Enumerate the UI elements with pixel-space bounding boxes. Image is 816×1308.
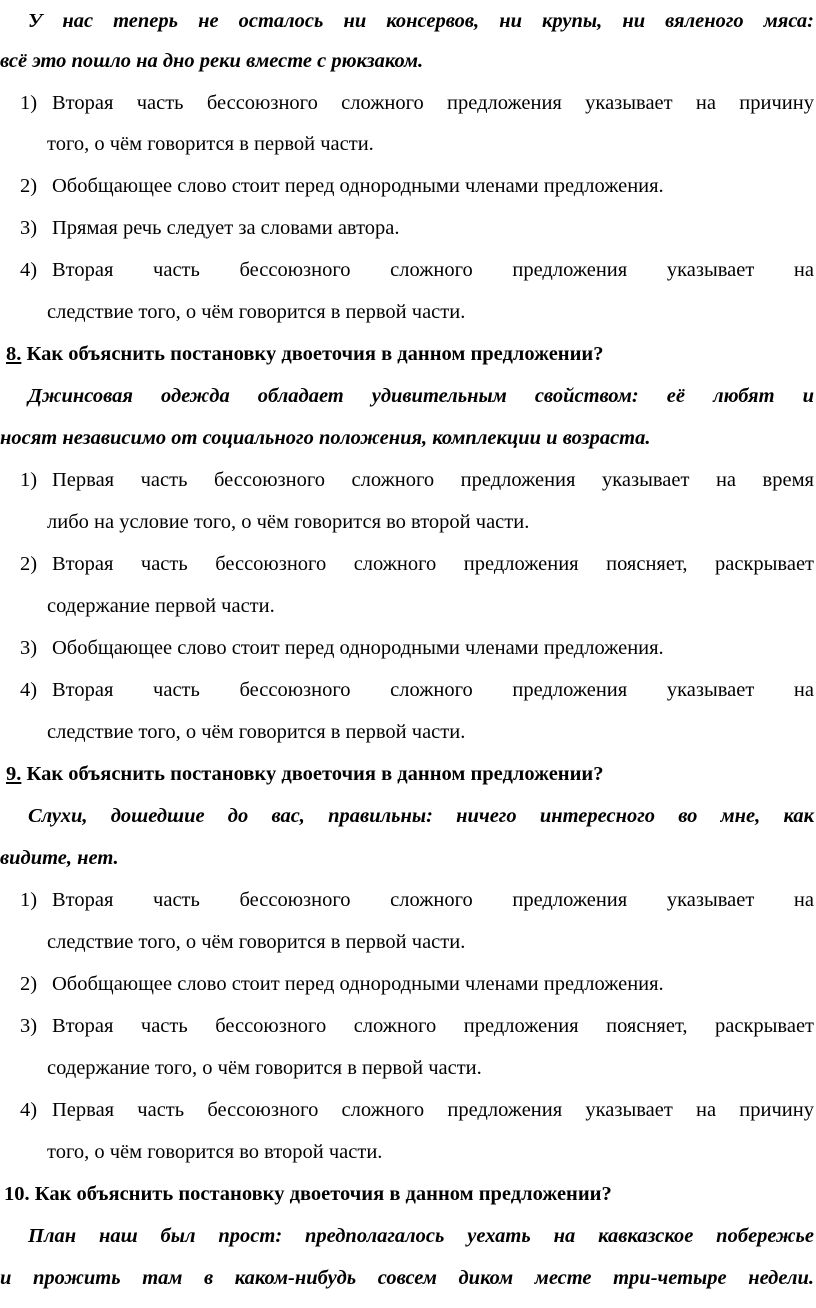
q8-option-4: [0, 675, 816, 705]
question-number: 9.: [6, 763, 22, 785]
option-text: Вторая часть бессоюзного сложного предложения поясняет, раскрывает: [52, 1015, 814, 1037]
q9-option-2: [0, 969, 816, 999]
intro-option-4: [0, 255, 816, 285]
option-text: Прямая речь следует за словами автора.: [52, 217, 400, 239]
option-text: Вторая часть бессоюзного сложного предложения указывает на: [52, 889, 814, 911]
q9-option-3-cont: [0, 1053, 816, 1083]
q8-option-2: [0, 549, 816, 579]
question-text: Как объяснить постановку двоеточия в данном предложении?: [26, 763, 604, 785]
question-8-heading: [0, 339, 816, 369]
intro-option-3: [0, 213, 816, 243]
option-text-cont: того, о чём говорится во второй части.: [47, 1141, 383, 1163]
option-text-cont: содержание первой части.: [47, 595, 275, 617]
option-text: Первая часть бессоюзного сложного предложения указывает на время: [52, 469, 814, 491]
q9-option-1: [0, 885, 816, 915]
option-number: 4): [20, 679, 38, 701]
option-text-cont: следствие того, о чём говорится в первой части.: [47, 301, 466, 323]
option-number: 3): [20, 217, 38, 239]
intro-sentence-line-1: У нас теперь не осталось ни консервов, ни крупы, ни вяленого мяса:: [28, 10, 814, 32]
q9-option-1-cont: [0, 927, 816, 957]
q10-sentence-line-1: План наш был прост: предполагалось уехать на кавказское побережье: [28, 1225, 814, 1247]
q10-sentence-line-2: и прожить там в каком-нибудь совсем диком месте три-четыре недели.: [0, 1267, 814, 1289]
q9-sentence-line-2: видите, нет.: [0, 847, 119, 869]
question-text: Как объяснить постановку двоеточия в данном предложении?: [34, 1183, 612, 1205]
intro-option-4-cont: [0, 297, 816, 327]
option-number: 4): [20, 259, 38, 281]
option-text: Обобщающее слово стоит перед однородными членами предложения.: [52, 637, 664, 659]
question-9-heading: [0, 759, 816, 789]
q8-option-2-cont: [0, 591, 816, 621]
option-text: Обобщающее слово стоит перед однородными членами предложения.: [52, 973, 664, 995]
q8-option-3: [0, 633, 816, 663]
option-text-cont: либо на условие того, о чём говорится во второй части.: [47, 511, 530, 533]
q9-sentence-line-1: Слухи, дошедшие до вас, правильны: ничего интересного во мне, как: [28, 805, 814, 827]
option-number: 3): [20, 1015, 38, 1037]
question-number: 10.: [4, 1183, 30, 1205]
intro-option-2: [0, 171, 816, 201]
option-number: 1): [20, 469, 38, 491]
question-number: 8.: [6, 343, 22, 365]
question-text: Как объяснить постановку двоеточия в данном предложении?: [26, 343, 604, 365]
option-text-cont: того, о чём говорится в первой части.: [47, 133, 374, 155]
q9-option-3: [0, 1011, 816, 1041]
option-number: 3): [20, 637, 38, 659]
option-text: Вторая часть бессоюзного сложного предложения поясняет, раскрывает: [52, 553, 814, 575]
intro-option-1: [0, 88, 816, 118]
q8-sentence-line-2: носят независимо от социального положения, комплекции и возраста.: [0, 427, 651, 449]
option-text-cont: следствие того, о чём говорится в первой части.: [47, 721, 466, 743]
q9-option-4-cont: [0, 1137, 816, 1167]
option-text: Вторая часть бессоюзного сложного предложения указывает на: [52, 259, 814, 281]
option-text: Обобщающее слово стоит перед однородными членами предложения.: [52, 175, 664, 197]
intro-sentence-line-2: всё это пошло на дно реки вместе с рюкзаком.: [0, 50, 424, 72]
option-number: 1): [20, 889, 38, 911]
q9-option-4: [0, 1095, 816, 1125]
q8-option-1: [0, 465, 816, 495]
q8-option-1-cont: [0, 507, 816, 537]
question-10-heading: [0, 1179, 816, 1209]
option-number: 4): [20, 1099, 38, 1121]
option-number: 1): [20, 92, 38, 114]
intro-option-1-cont: [0, 129, 816, 159]
q8-sentence-line-1: Джинсовая одежда обладает удивительным свойством: её любят и: [28, 385, 814, 407]
option-number: 2): [20, 175, 38, 197]
option-text: Вторая часть бессоюзного сложного предложения указывает на причину: [52, 92, 814, 114]
option-text: Первая часть бессоюзного сложного предложения указывает на причину: [52, 1099, 814, 1121]
option-text-cont: содержание того, о чём говорится в первой части.: [47, 1057, 482, 1079]
q8-option-4-cont: [0, 717, 816, 747]
option-number: 2): [20, 553, 38, 575]
option-number: 2): [20, 973, 38, 995]
option-text: Вторая часть бессоюзного сложного предложения указывает на: [52, 679, 814, 701]
option-text-cont: следствие того, о чём говорится в первой части.: [47, 931, 466, 953]
